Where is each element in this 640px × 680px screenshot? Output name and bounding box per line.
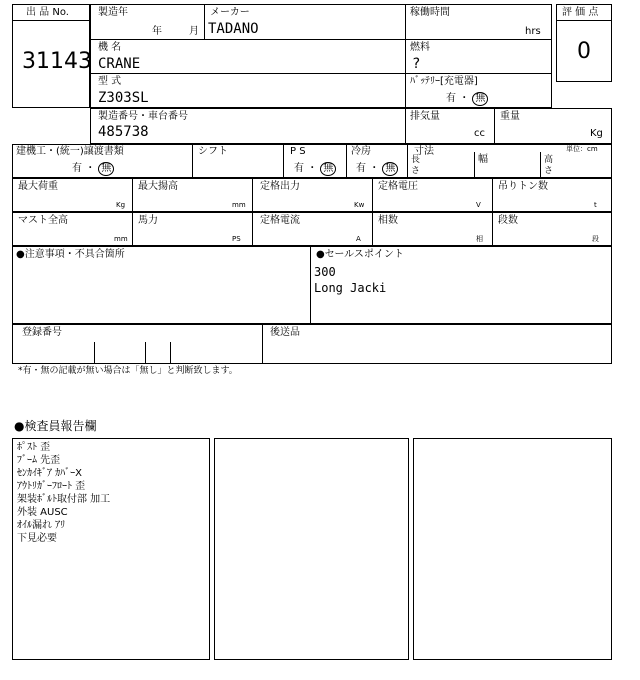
ps-label: P S xyxy=(290,146,306,157)
sales-point-label: ●セールスポイント xyxy=(316,249,404,260)
divider xyxy=(204,4,205,39)
height-label: 高さ xyxy=(544,155,554,176)
mast-height-unit: mm xyxy=(114,235,128,243)
battery-yes: 有 xyxy=(446,93,456,104)
serial-label: 製造番号・車台番号 xyxy=(98,111,188,122)
ac-no-circled: 無 xyxy=(382,162,398,176)
inspector-line: 架装ﾎﾞﾙﾄ取付部 加工 xyxy=(17,494,111,505)
inspector-line: ｵｲﾙ漏れ ｱﾘ xyxy=(17,520,66,531)
dims-label: 寸法 xyxy=(414,146,434,157)
ps-choice xyxy=(294,162,336,176)
displacement-label: 排気量 xyxy=(410,111,440,122)
row4-box xyxy=(12,212,612,246)
year-unit: 年 xyxy=(152,26,162,37)
horsepower-unit: PS xyxy=(232,235,241,243)
divider xyxy=(540,152,541,178)
maker-value: TADANO xyxy=(208,21,259,37)
inspector-box-2 xyxy=(214,438,409,660)
divider xyxy=(262,324,263,364)
sales-point-line-1: 300 xyxy=(314,265,336,279)
phase-unit: 相 xyxy=(476,235,483,243)
hours-unit: hrs xyxy=(525,26,541,37)
lot-no-label: 出 品 No. xyxy=(26,7,69,18)
max-load-unit: Kg xyxy=(116,201,126,209)
transfer-docs-label: 建機工・(統一)譲渡書類 xyxy=(16,146,124,157)
horsepower-label: 馬力 xyxy=(138,215,158,226)
stages-label: 段数 xyxy=(498,215,518,226)
divider xyxy=(492,178,493,212)
rated-output-label: 定格出力 xyxy=(260,181,300,192)
transfer-dot: ・ xyxy=(85,163,96,174)
rated-current-label: 定格電流 xyxy=(260,215,300,226)
divider xyxy=(283,144,284,178)
transfer-yes: 有 xyxy=(72,163,82,174)
ac-choice xyxy=(356,162,398,176)
ac-dot: ・ xyxy=(369,163,380,174)
score-label: 評 価 点 xyxy=(562,7,599,18)
divider xyxy=(310,246,311,324)
footnote: *有・無の記載が無い場合は「無し」と判断致します。 xyxy=(18,366,238,376)
rated-output-unit: Kw xyxy=(354,201,365,209)
serial-value: 485738 xyxy=(98,124,149,140)
transfer-docs-choice xyxy=(72,162,114,176)
inspector-line: ｱｳﾄﾘｶﾞｰﾌﾛｰﾄ 歪 xyxy=(17,481,86,492)
divider xyxy=(372,178,373,212)
inspector-box-3 xyxy=(413,438,612,660)
ac-label: 冷房 xyxy=(351,146,371,157)
sales-point-line-2: Long Jacki xyxy=(314,281,387,295)
caution-label: ●注意事項・不具合箇所 xyxy=(16,249,125,260)
width-label: 幅 xyxy=(478,154,488,165)
divider xyxy=(132,178,133,212)
divider xyxy=(405,4,406,108)
score-value: 0 xyxy=(577,39,591,64)
divider xyxy=(405,108,406,144)
max-lift-label: 最大揚高 xyxy=(138,181,178,192)
weight-label: 重量 xyxy=(500,111,520,122)
ps-yes: 有 xyxy=(294,163,304,174)
transfer-no-circled: 無 xyxy=(98,162,114,176)
battery-no-circled: 無 xyxy=(472,92,488,106)
reg-cell-divider xyxy=(94,342,95,364)
mast-height-label: マスト全高 xyxy=(18,215,68,226)
hours-label: 稼働時間 xyxy=(410,7,450,18)
rated-current-unit: A xyxy=(356,235,361,243)
inspector-title: ●検査員報告欄 xyxy=(14,419,97,433)
divider xyxy=(252,212,253,246)
stages-unit: 段 xyxy=(592,235,599,243)
lot-no-value: 31143 xyxy=(22,49,92,74)
year-label: 製造年 xyxy=(98,7,128,18)
rated-voltage-unit: V xyxy=(476,201,481,209)
dims-unit: 単位：cm xyxy=(566,145,598,153)
registration-box xyxy=(12,324,612,364)
ac-yes: 有 xyxy=(356,163,366,174)
max-load-label: 最大荷重 xyxy=(18,181,58,192)
divider xyxy=(90,39,552,40)
model-value: Z303SL xyxy=(98,90,149,106)
month-unit: 月 xyxy=(189,26,199,37)
divider xyxy=(372,212,373,246)
machine-label: 機 名 xyxy=(98,42,122,53)
reg-cell-divider xyxy=(145,342,146,364)
ps-dot: ・ xyxy=(307,163,318,174)
model-label: 型 式 xyxy=(98,76,122,87)
registration-label: 登録番号 xyxy=(22,327,62,338)
inspector-line: ｾﾝｶｲｷﾞｱ ｶﾊﾞｰX xyxy=(17,468,83,479)
rated-voltage-label: 定格電圧 xyxy=(378,181,418,192)
divider xyxy=(346,144,347,178)
battery-choice xyxy=(446,92,488,106)
inspector-line: ﾎﾟｽﾄ 歪 xyxy=(17,442,51,453)
inspector-line: 下見必要 xyxy=(17,533,57,544)
fuel-value: ? xyxy=(412,56,421,72)
divider xyxy=(192,144,193,178)
hoist-ton-unit: t xyxy=(594,201,597,209)
hoist-ton-label: 吊りトン数 xyxy=(498,181,548,192)
attachments-label: 後送品 xyxy=(270,327,300,338)
battery-dot: ・ xyxy=(459,93,470,104)
length-label: 長さ xyxy=(411,155,421,176)
divider xyxy=(12,20,90,21)
weight-unit: Kg xyxy=(590,128,603,139)
divider xyxy=(556,20,612,21)
maker-label: メーカー xyxy=(210,7,250,18)
inspector-notes xyxy=(17,441,110,545)
ps-no-circled: 無 xyxy=(320,162,336,176)
phase-label: 相数 xyxy=(378,215,398,226)
machine-value: CRANE xyxy=(98,56,141,72)
shift-label: シフト xyxy=(198,146,228,157)
battery-label: ﾊﾞｯﾃﾘｰ[充電器] xyxy=(410,76,478,87)
displacement-unit: cc xyxy=(474,128,485,139)
divider xyxy=(474,152,475,178)
divider xyxy=(132,212,133,246)
max-lift-unit: mm xyxy=(232,201,246,209)
inspector-line: ﾌﾞｰﾑ 先歪 xyxy=(17,455,61,466)
divider xyxy=(252,178,253,212)
reg-cell-divider xyxy=(170,342,171,364)
divider xyxy=(90,73,552,74)
divider xyxy=(492,212,493,246)
divider xyxy=(494,108,495,144)
inspector-line: 外装 AUSC xyxy=(17,507,68,518)
fuel-label: 燃料 xyxy=(410,42,430,53)
divider xyxy=(407,144,408,178)
